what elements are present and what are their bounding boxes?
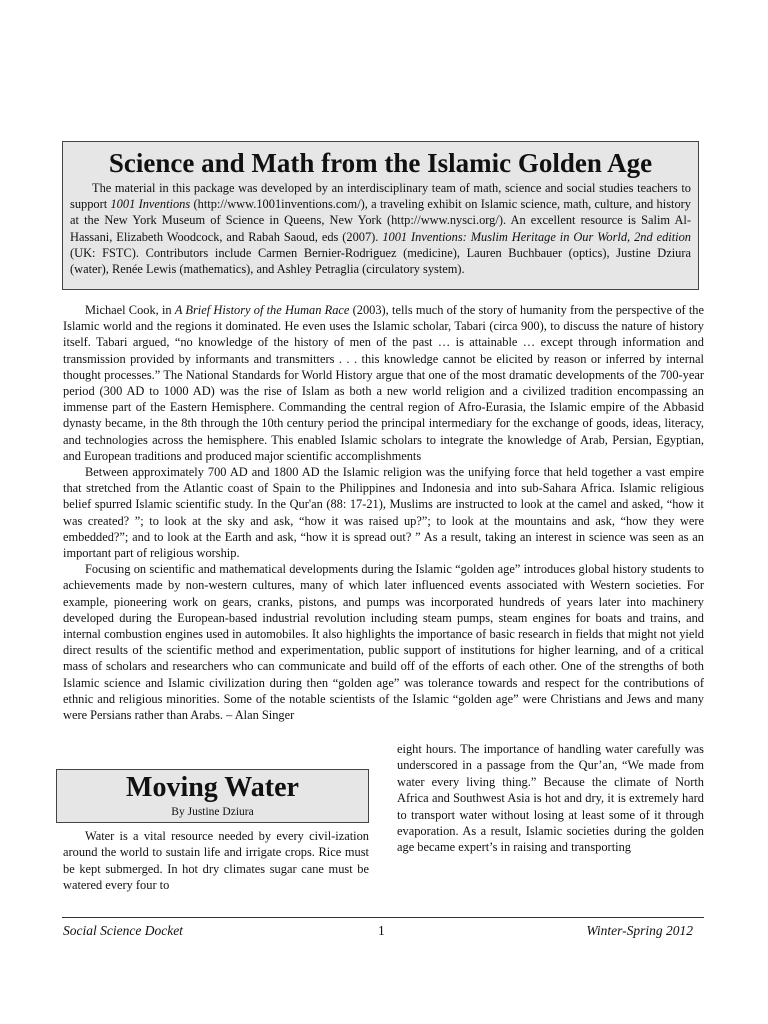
intro-box [62, 141, 699, 290]
main-article [63, 302, 704, 723]
footer-publication: Social Science Docket [63, 923, 183, 938]
footer [63, 923, 693, 941]
moving-water-left-text: Water is a vital resource needed by every civil-ization around the world to sustain life and irrigate crops. Rice must be kept submerged. In hot dry climates sugar cane must be watered every four to [63, 829, 369, 893]
intro-text-3: (UK: FSTC). Contributors include Carmen Bernier-Rodriguez (medicine), Lauren Buchbauer (optics), Justine Dziura (water), Renée Lewis (mathematics), and Ashley Petraglia (circulatory system). [70, 245, 691, 277]
intro-text-2: (http://www.1001inventions.com/), a traveling exhibit on Islamic science, math, culture, and history at the New York Museum of Science in Queens, New York (http://www.nysci.org/). An excellent resource is Salim Al-Hassani, Elizabeth Woodcock, and Rabah Saoud, eds (2007). [70, 197, 691, 244]
moving-water-right-column [397, 741, 704, 856]
intro-text-1: The material in this package was developed by an interdisciplinary team of math, science and social studies teachers to support [70, 181, 691, 212]
moving-water-left-column [63, 828, 369, 894]
article-p1-start: Michael Cook, in [85, 303, 175, 317]
moving-water-right-text: eight hours. The importance of handling water carefully was underscored in a passage from the Qur’an, “We made from water every living thing.” Because the climate of North Africa and Southwest Asia is hot and dry, it is extremely hard to transport water without losing at least some of it through evaporation. As a result, Islamic societies during the golden age became expert’s in raising and transporting [397, 742, 704, 855]
intro-italic-2: 1001 Inventions: Muslim Heritage in Our World, 2nd edition [382, 229, 691, 244]
article-paragraph-2: Between approximately 700 AD and 1800 AD the Islamic religion was the unifying force that held together a vast empire that stretched from the Atlantic coast of Spain to the Philippines and Indonesia and into sub-Sahara Africa. Islamic religious belief spurred Islamic scientific study. In the Qur'an (88: 17-21), Muslims are instructed to look at the camel and asked, “how it was created? ”; to look at the sky and ask, “how it was raised up?”; to look at the mountains and ask, “how they were embedded?”; and to look at the Earth and ask, “how it is spread out? ” As a result, taking an interest in science was seen as an important part of religious worship. [63, 465, 704, 561]
book-title: A Brief History of the Human Race [174, 303, 350, 317]
footer-divider [62, 917, 704, 918]
page-title: Science and Math from the Islamic Golden Age [108, 148, 653, 178]
moving-water-title-box [56, 769, 369, 823]
byline: By Justine Dziura [171, 806, 254, 818]
article-paragraph-3: Focusing on scientific and mathematical developments during the Islamic “golden age” introduces global history students to achievements made by non-western cultures, many of which later influenced events associated with Western societies. For example, pioneering work on gears, cranks, pistons, and pumps was incorporated hundreds of years later into machinery developed during the European-based industrial revolution including steam pumps, steam engines for boats and trains, and internal combustion engines used in automobiles. It also highlights the importance of basic research in fields that might not yield direct results of the scientific method and experimentation, public support of institutions for higher learning, and of a critical mass of scholars and researchers who can communicate and build off of the efforts of each other. One of the strengths of both Islamic science and Islamic civilization during then “golden age” was tolerance towards and respect for the contributions of ethnic and religious minorities. Some of the notable scientists of the Islamic “golden age” were Christians and Jews and many were Persians rather than Arabs. – Alan Singer [63, 562, 704, 723]
page-number: 1 [378, 923, 385, 938]
section-title: Moving Water [126, 772, 299, 803]
article-p1-rest: (2003), tells much of the story of humanity from the perspective of the Islamic world and the regions it dominated. He even uses the Islamic scholar, Tabari (circa 900), to discuss the nature of history itself. Tabari argued, “no knowledge of the history of men of the past … is attainable … except through information and transmission provided by informants and transmitters . . . this knowledge cannot be elicited by reason or inferred by internal thought processes.” The National Standards for World History argue that one of the most dramatic developments of the 700-year period (300 AD to 1000 AD) was the rise of Islam as both a new world religion and a civilized tradition encompassing an immense part of the Eastern Hemisphere. Commanding the central region of Afro-Eurasia, the Islamic empire of the Abbasid dynasty became, in the 8th through the 10th century period the principal intermediary for the exchange of goods, ideas, literacy, and technologies across the hemisphere. This enabled Islamic scholars to integrate the knowledge of Arab, Persian, Egyptian, and European traditions and produced major scientific accomplishments [63, 303, 704, 463]
intro-italic-1: 1001 Inventions [110, 197, 191, 212]
intro-paragraph [70, 180, 691, 277]
footer-issue: Winter-Spring 2012 [586, 923, 693, 938]
article-paragraph-1 [63, 302, 704, 464]
